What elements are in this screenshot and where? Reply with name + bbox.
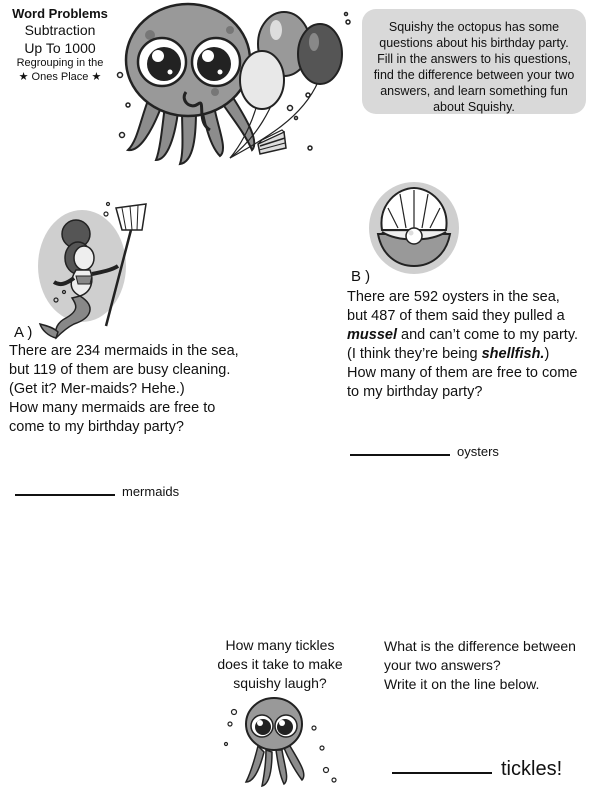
problem-a-line: (Get it? Mer-maids? Hehe.) bbox=[9, 381, 185, 397]
intro-line: questions about his birthday party. bbox=[379, 36, 569, 50]
problem-b-answer-line[interactable] bbox=[350, 454, 450, 456]
riddle-question bbox=[200, 636, 360, 693]
problem-b-label: B ) bbox=[351, 268, 371, 285]
problem-b-line: There are 592 oysters in the sea, bbox=[347, 289, 560, 305]
cake-slice-icon bbox=[256, 126, 288, 156]
worksheet-subtitle-2: Up To 1000 bbox=[24, 39, 96, 56]
difference-answer-line[interactable] bbox=[392, 772, 492, 774]
worksheet-title-block bbox=[4, 6, 116, 85]
problem-b-line: How many of them are free to come bbox=[347, 365, 578, 381]
small-octopus-icon bbox=[222, 692, 342, 790]
intro-line: Fill in the answers to his questions, bbox=[377, 52, 571, 66]
problem-a-line: There are 234 mermaids in the sea, bbox=[9, 343, 239, 359]
problem-a-line: How many mermaids are free to bbox=[9, 400, 216, 416]
problem-b-text bbox=[347, 288, 597, 402]
worksheet-title: Word Problems bbox=[12, 6, 108, 21]
problem-b-line-post: ) bbox=[544, 346, 550, 362]
intro-line: find the difference between your two bbox=[373, 68, 575, 82]
difference-line: What is the difference between bbox=[384, 638, 576, 654]
difference-line: Write it on the line below. bbox=[384, 676, 540, 692]
problem-b-line: to my birthday party? bbox=[347, 384, 483, 400]
problem-a-unit: mermaids bbox=[122, 484, 180, 499]
intro-instructions bbox=[362, 9, 586, 114]
riddle-line: How many tickles bbox=[225, 637, 335, 653]
difference-question bbox=[384, 637, 598, 694]
problem-b-line-pre: (I think they’re being bbox=[347, 346, 482, 362]
worksheet-subtitle-1: Subtraction bbox=[24, 22, 96, 39]
problem-b-unit: oysters bbox=[457, 444, 499, 459]
worksheet-note-2: ★ Ones Place ★ bbox=[18, 71, 102, 83]
difference-line: your two answers? bbox=[384, 657, 501, 673]
problem-b-pun-mussel: mussel bbox=[347, 327, 397, 343]
problem-a-answer-line[interactable] bbox=[15, 494, 115, 496]
difference-unit: tickles! bbox=[501, 758, 563, 780]
riddle-line: does it take to make bbox=[217, 656, 343, 672]
problem-a-line: but 119 of them are busy cleaning. bbox=[9, 362, 231, 378]
problem-b-line bbox=[347, 326, 597, 345]
problem-b-line: but 487 of them said they pulled a bbox=[347, 308, 565, 324]
riddle-line: squishy laugh? bbox=[233, 675, 327, 691]
intro-line: Squishy the octopus has some bbox=[388, 20, 560, 34]
problem-b-line-rest: and can’t come to my party. bbox=[396, 327, 579, 343]
problem-a-line: come to my birthday party? bbox=[9, 419, 184, 435]
problem-b-pun-shellfish: shellfish. bbox=[481, 346, 545, 362]
mermaid-icon bbox=[36, 200, 156, 340]
intro-line: answers, and learn something fun bbox=[380, 84, 568, 98]
oyster-icon bbox=[368, 180, 463, 275]
problem-a-label: A ) bbox=[14, 324, 33, 341]
problem-b-line bbox=[347, 345, 597, 364]
problem-a-text bbox=[9, 342, 269, 437]
worksheet-note-1: Regrouping in the bbox=[16, 57, 104, 70]
intro-line: about Squishy. bbox=[433, 100, 515, 114]
